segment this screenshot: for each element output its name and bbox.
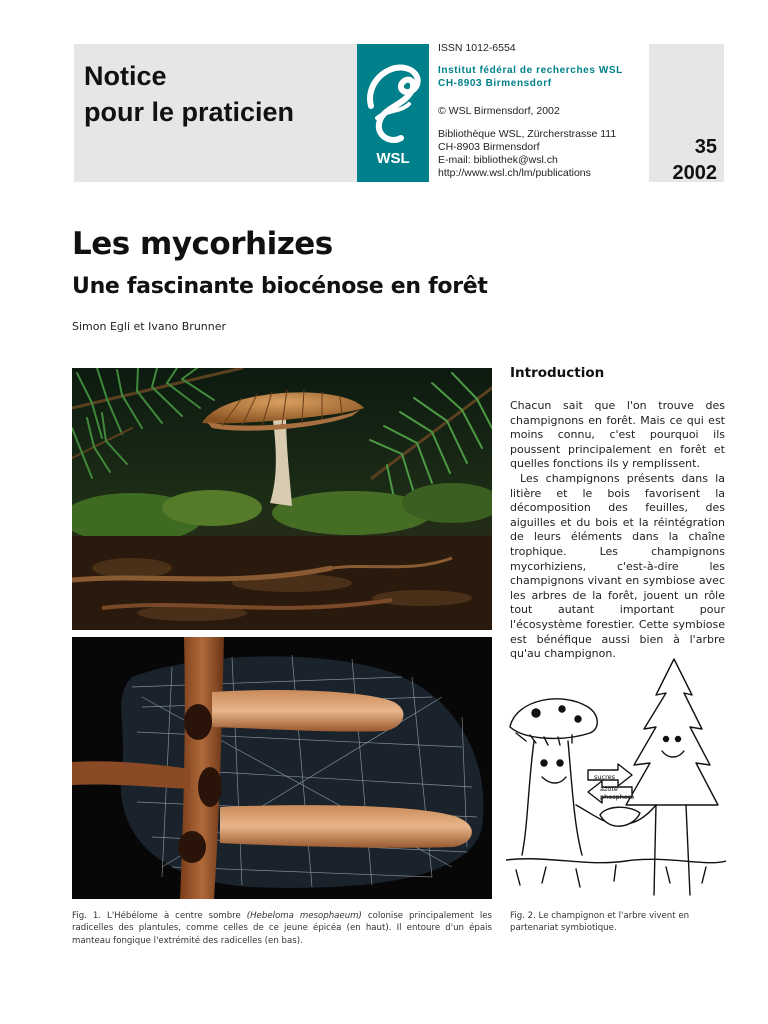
caption-text: Fig. 1. L'Hébélome à centre sombre [72,911,247,921]
symbiosis-drawing [506,655,726,900]
library-city: CH-8903 Birmensdorf [438,141,540,153]
mushroom-photo [72,368,492,630]
figure2-caption: Fig. 2. Le champignon et l'arbre vivent en partenariat symbiotique. [510,911,690,934]
wsl-swirl-icon [357,44,429,154]
copyright: © WSL Birmensdorf, 2002 [438,105,560,117]
logo-text: WSL [376,150,410,167]
library-address: Bibliothèque WSL, Zürcherstrasse 111 [438,128,617,140]
intro-text [510,399,725,662]
series-title-line1: Notice [84,61,167,91]
issn: ISSN 1012-6554 [438,42,516,54]
publisher-info [438,42,648,180]
caption-text: colonise principalement les radicelles des plantules, comme celles de ce jeune épicéa (en haut). Il entoure d'un épais manteau fongique l'extrémité des radicelles (en bas). [72,911,492,946]
label-sugar: sucres [594,773,615,781]
issue-number: 35 [694,136,717,158]
article-subtitle: Une fascinante biocénose en forêt [72,274,488,299]
institute-name: Institut fédéral de recherches WSL [438,65,623,76]
root-mantle-photo [72,637,492,899]
label-phosphorus: phosphore [600,793,635,801]
library-email: E-mail: bibliothek@wsl.ch [438,154,558,166]
intro-paragraph: Chacun sait que l'on trouve des champignons en forêt. Mais ce qui est moins connu, c'est pourquoi ils poussent principalement en forêt et quelles fonctions ils y remplissent. [510,399,725,471]
wsl-logo [357,44,429,182]
library-url: http://www.wsl.ch/lm/publications [438,167,591,179]
institute-address: CH-8903 Birmensdorf [438,78,552,89]
intro-heading: Introduction [510,365,605,381]
series-title-line2: pour le praticien [84,97,295,127]
series-title [84,58,294,130]
figure1-caption [72,910,492,947]
species-name: (Hebeloma mesophaeum) [246,911,362,921]
article-title: Les mycorhizes [72,226,333,262]
intro-paragraph: Les champignons présents dans la litière et le bois favorisent la décomposition des feuilles, des aiguilles et du bois et la réintégration de leurs éléments dans la chaîne trophique. Les champignons mycorhiziens, c'est-à-dire les champignons vivant en symbiose avec les arbres de la forêt, jouent un rôle tout autant important pour l'écosystème forestier. Cette symbiose est bénéfique aussi bien à l'arbre qu'au champignon. [510,471,725,661]
issue-info [649,134,717,186]
issue-year: 2002 [672,162,717,184]
label-nitrogen: azote [600,785,618,793]
article-authors: Simon Egli et Ivano Brunner [72,320,227,333]
